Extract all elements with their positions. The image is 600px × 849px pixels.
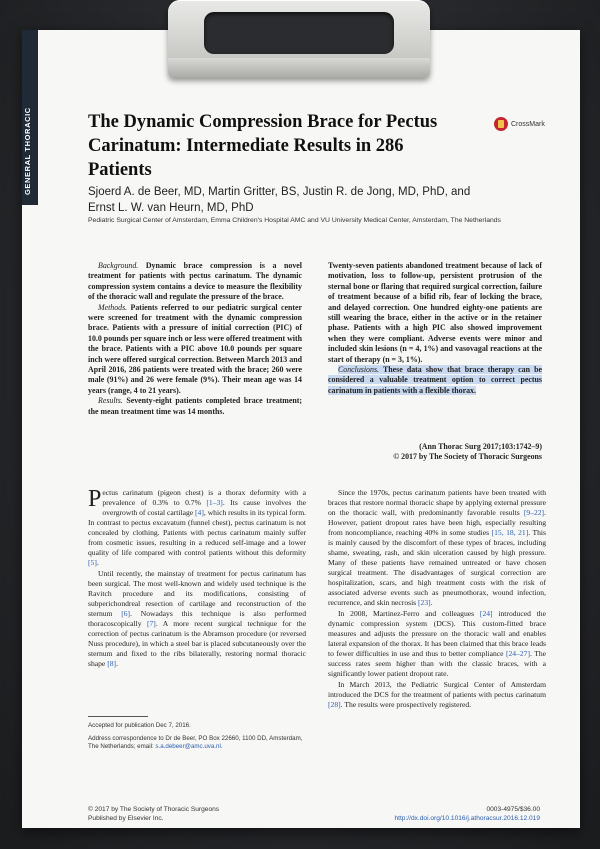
background-text: Dynamic brace compression is a novel treatment for patients with pectus carinatum. The dynamic compression system contains a device to measure the flexibility of the thoracic wall and regulate the pressure of the brace. <box>88 261 302 302</box>
crossmark-label: CrossMark <box>511 120 545 128</box>
clip-handle-hole <box>204 12 394 54</box>
conclusions-heading: Conclusions. <box>338 365 379 375</box>
reference-link[interactable]: [5] <box>88 558 97 567</box>
body-text: . Its cause involves the overgrowth of costal cartilage <box>102 498 306 517</box>
body-text: In March 2013, the Pediatric Surgical Center of Amsterdam introduced the DCS for the treatment of patients with pectus carinatum <box>328 680 546 699</box>
background-heading: Background. <box>98 261 139 270</box>
crossmark-icon <box>494 117 508 131</box>
body-text: In 2008, Martinez-Ferro and colleagues <box>338 609 480 618</box>
doi-link[interactable]: http://dx.doi.org/10.1016/j.athoracsur.2016.12.019 <box>394 815 540 822</box>
citation-journal: (Ann Thorac Surg 2017;103:1742–9) <box>419 442 542 451</box>
body-right-column <box>328 488 546 711</box>
footer-publisher <box>88 805 308 823</box>
body-text: . <box>430 598 433 607</box>
email-link[interactable]: s.a.debeer@amc.uva.nl <box>155 743 221 751</box>
highlighted-conclusion[interactable] <box>328 365 542 395</box>
body-text: , which results in its typical form. In contrast to pectus excavatum (funnel chest), pectus carinatum is not concealed by clothing. Patients with pectus carinatum mainly suffer from cosmetic issues, resulting in a reduced self-image and a lower quality of life compared with control patients without this deformity <box>88 508 307 557</box>
footnote-address <box>88 735 306 751</box>
abstract-right-column <box>328 261 542 396</box>
body-text: . A more recent surgical technique for the correction of pectus carinatum is the Abramson procedure (or reversed Nuss procedure), in which a steel bar is placed subcutaneously over the sternum and fixed to the ribs bilaterally, restoring normal thoracic shape <box>88 619 306 668</box>
body-text: . <box>96 558 99 567</box>
reference-link[interactable]: [28] <box>328 700 341 709</box>
authors-line-2: Ernst L. W. van Heurn, MD, PhD <box>88 202 254 214</box>
reference-link[interactable]: [24–27] <box>505 649 531 658</box>
body-text: . Nowadays this technique is also performed thoracoscopically <box>88 609 306 628</box>
footnote-accepted: Accepted for publication Dec 7, 2016. <box>88 722 191 729</box>
reference-link[interactable]: [9–22] <box>523 508 545 517</box>
authors-line-1: Sjoerd A. de Beer, MD, Martin Gritter, BS, Justin R. de Jong, MD, PhD, and <box>88 186 471 198</box>
body-text: ectus carinatum (pigeon chest) is a thorax deformity with a prevalence of 0.3% to 0.7% <box>102 488 306 507</box>
reference-link[interactable]: [4] <box>195 508 204 517</box>
body-text: introduced the dynamic compression system (DCS). This custom-fitted brace measures and adjusts the pressure on the thoracic wall and enables lateral expansion of the thorax. It has been claimed that this brace leads to fewer difficulties in use and thus to better compliance <box>328 609 546 658</box>
body-text: . The success rates seem higher than with the classic braces, with a significantly lower patient dropout rate. <box>328 649 546 678</box>
body-text: . However, patient dropout rates have been high, especially resulting from noncompliance, reaching 40% in some studies <box>328 508 546 537</box>
clipboard-clip <box>168 0 430 78</box>
reference-link[interactable]: [1–3] <box>206 498 223 507</box>
clip-base <box>168 58 430 78</box>
affiliation: Pediatric Surgical Center of Amsterdam, Emma Children's Hospital AMC and VU University Medical Center, Amsterdam, The Netherlands <box>88 217 501 224</box>
journal-page <box>22 30 580 828</box>
footnote-divider <box>88 716 148 717</box>
reference-link[interactable]: [24] <box>479 609 493 618</box>
body-text: . This is mainly caused by the discomfort of these types of braces, including shame, sweating, rash, and skin ulceration caused by high pressure. Many of these patients have remained untreated or have chosen surgical treatment. The disadvantages of surgical correction are hospitalization, scars, and high treatment costs with the risk of associated adverse events such as pneumothorax, wound infection, recurrence, and skin necrosis <box>328 528 546 607</box>
drop-cap: P <box>88 486 102 512</box>
reference-link[interactable]: [7] <box>146 619 156 628</box>
footer-copyright: © 2017 by The Society of Thoracic Surgeons <box>88 806 220 813</box>
body-left-column <box>88 488 306 670</box>
body-text: . The results were prospectively registered. <box>340 700 472 709</box>
reference-link[interactable]: [23] <box>418 598 431 607</box>
results-text: Seventy-eight patients completed brace treatment; the mean treatment time was 14 months. <box>88 396 302 416</box>
results-heading: Results. <box>98 396 123 406</box>
methods-text: Patients referred to our pediatric surgical center were screened for treatment with the dynamic compression brace. Patients with a pressure of initial correction (PIC) of 10.0 pounds per square inch or less were offered treatment with the brace. Patients with a PIC above 10.0 pounds per square inch were offered surgical correction. Between March 2013 and April 2016, 286 patients were treated with the brace; 260 were male (91%) and 26 were female (9%). Their mean age was 14 years (range, 4 to 21 years). <box>88 302 302 395</box>
author-list <box>88 184 528 216</box>
issn-price: 0003-4975/$36.00 <box>486 806 540 813</box>
citation-block <box>328 442 542 463</box>
abstract-left-column <box>88 261 302 417</box>
reference-link[interactable]: [6] <box>121 609 131 618</box>
crossmark-badge[interactable] <box>494 116 545 132</box>
citation-copyright: © 2017 by The Society of Thoracic Surgeons <box>393 452 542 462</box>
article-title: The Dynamic Compression Brace for Pectus Carinatum: Intermediate Results in 286 Patients <box>88 112 438 180</box>
reference-link[interactable]: [15, 18, 21] <box>491 528 529 537</box>
section-tab: GENERAL THORACIC <box>22 30 38 205</box>
reference-link[interactable]: [8] <box>107 659 117 668</box>
body-text: . <box>116 659 118 668</box>
footer-publisher-name: Published by Elsevier Inc. <box>88 815 164 822</box>
address-text: Address correspondence to Dr de Beer, PO Box 22660, 1100 DD, Amsterdam, The Netherlands; email: <box>88 735 303 751</box>
methods-heading: Methods. <box>98 302 128 312</box>
results-continued-text: Twenty-seven patients abandoned treatment because of lack of motivation, loss to follow-up, persistent protrusion of the sternal bone or flaring that required surgical correction, failure of treatment because of a bifid rib, fear of locking the brace, and delayed correction. One hundred eighty-one patients are still wearing the brace, either in the active or in the retainer phase. Patients with a high PIC also showed improvement when they were compliant. Adverse events were minor and included skin lesions (n = 4, 1%) and vasovagal reactions at the start of therapy (n = 3, 1%). <box>328 261 542 364</box>
footer-identifiers <box>352 805 540 823</box>
body-text: Until recently, the mainstay of treatment for pectus carinatum has been surgical. The most well-known and widely used technique is the Ravitch procedure and its modifications, consisting of subperichondreal resection of cartilage and reconstruction of the sternum <box>88 569 306 618</box>
body-text: Since the 1970s, pectus carinatum patients have been treated with braces that restore normal thoracic shape by applying external pressure on the thoracic wall, with predominantly favorable results <box>328 488 546 517</box>
address-end: . <box>220 743 223 751</box>
conclusions-text: These data show that brace therapy can be considered a valuable treatment option to correct pectus carinatum in patients with a flexible thorax. <box>328 365 542 395</box>
